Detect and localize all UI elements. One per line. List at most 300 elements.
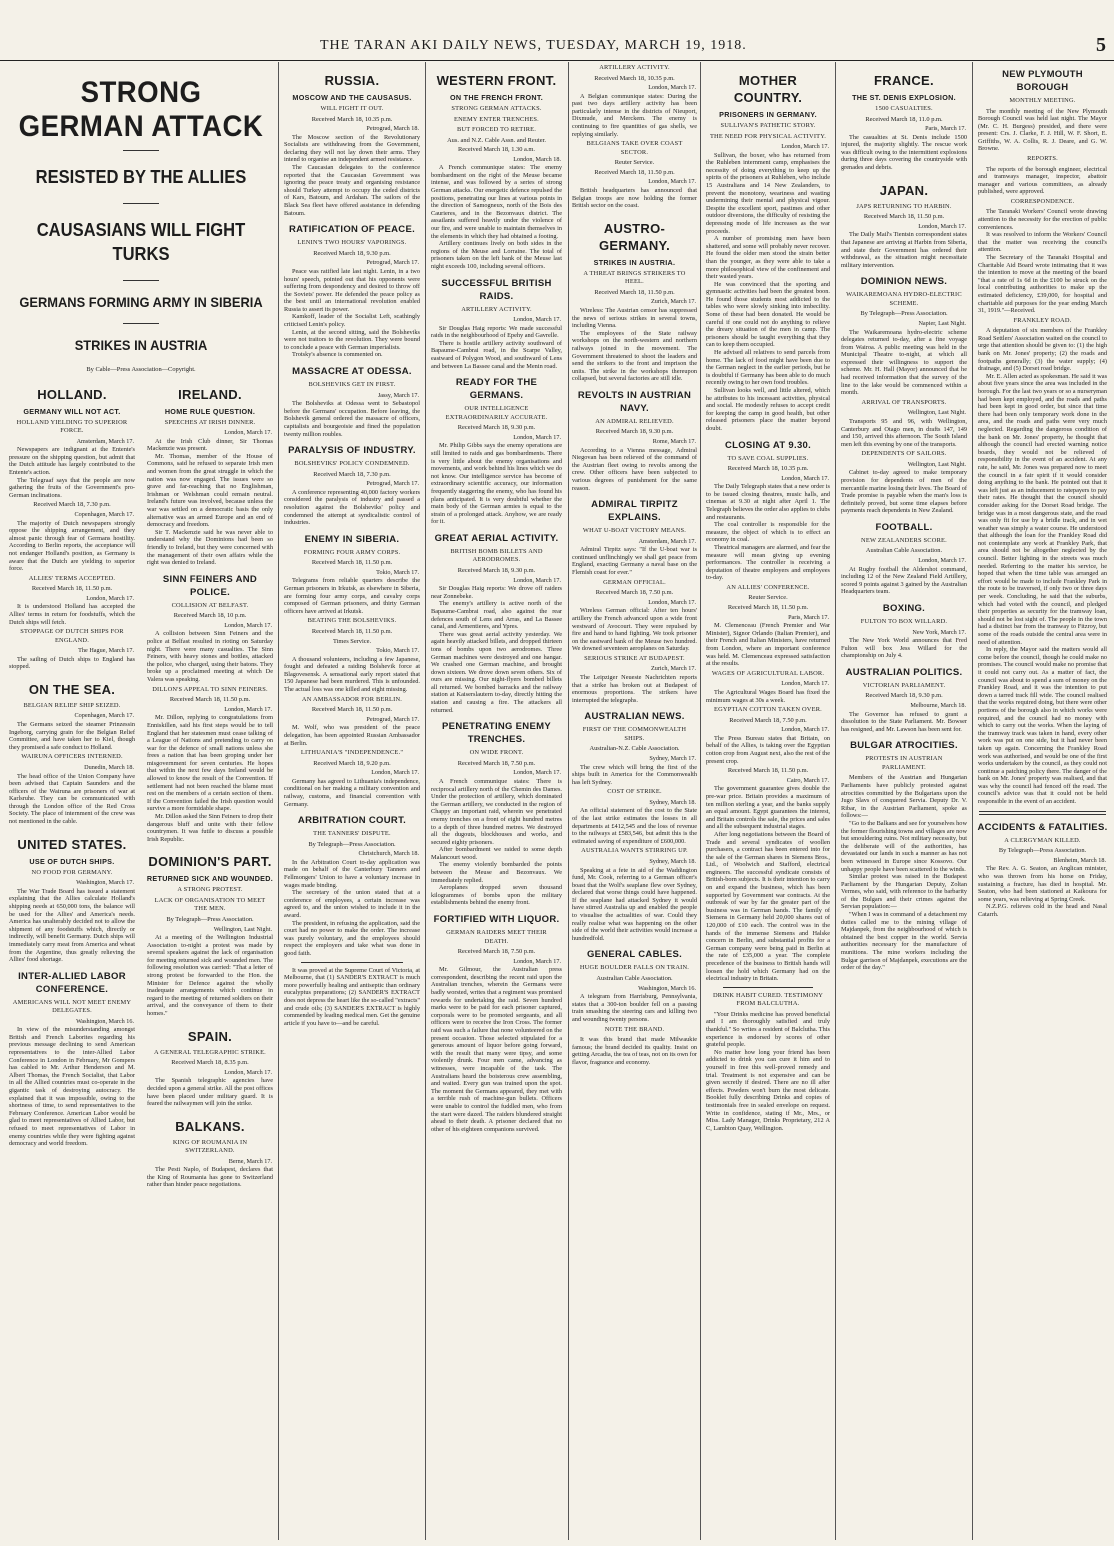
divider [123, 280, 159, 281]
section-heading: AUSTRALIAN POLITICS. [845, 666, 963, 678]
column-rule [972, 62, 973, 1540]
article-text: The reports of the borough engineer, electrical and tramways manager, inspector, abattoir manager and various committees, as already published, were approved. [978, 165, 1107, 196]
byline: By Telegraph—Press Association. [166, 915, 254, 923]
article-text: The Leipziger Neueste Nachrichten reports that a strike has broken out at Budapest of enormous proportions. The strikers have interrupted the telegraphs. [572, 674, 697, 704]
section-heading: FRANCE. [874, 73, 934, 88]
article-text: The sailing of Dutch ships to England has stopped. [9, 655, 135, 671]
dateline: Washington, March 16. [638, 984, 696, 992]
subheading: A CLERGYMAN KILLED. [1004, 836, 1081, 844]
subheading: KING OF ROUMANIA IN SWITZERLAND. [172, 1138, 248, 1155]
divider [723, 987, 813, 988]
article-text: Theatrical managers are alarmed, and fear the measure will mean giving up evening performances. The controller is receiving a deputation of theatre employers and employees to-day. [706, 544, 830, 582]
byline: By Cable—Press Association—Copyright. [86, 366, 196, 373]
received-line: Received March 18, 11.50 p.m. [727, 767, 809, 775]
byline: By Telegraph—Press Association. [860, 310, 948, 318]
article-text: The Germans seized the steamer Prinzessin Ingeborg, carrying grain for the Belgian Relief Committee, and have taken her to Kiel, though they promised a safe conduct to Holland. [9, 721, 135, 751]
section-heading: PENETRATING ENEMY TRENCHES. [442, 721, 551, 746]
subheading: A THREAT BRINGS STRIKERS TO HEEL. [583, 269, 686, 286]
section-heading: WESTERN FRONT. [436, 73, 557, 88]
article-text: In reply, the Mayor said the matters would all come before the council, though he could make no promises. The council would make no promise that it could not carry out. As a matter of fact, the council was about to spend a sum of money on the Frankley Road, and it was the intention to put down a tarred track fill wide. The council realised that the works required doing, but there were other portions of the borough also in which works were required, and the council had no money with which to carry out the works. When the laying of the tramway track was taken in hand, every other work was put on one side, but it had never been taken up again. Concerning the Frankley Road work was authorised, and would be one of the first works undertaken by the council, as they could not continue a patching policy there. The danger of the bank on Mr. Jones' property was realised, and that was why the council had fenced off the road. The council's advice was that it could not be held responsible in the event of an accident. [978, 646, 1107, 806]
column-russia [281, 62, 423, 1540]
article-text: The majority of Dutch newspapers strongly oppose the shipping arrangement, and they almost panic through fear of Germans hostility. According to Berlin reports, the acceptance will not endanger Holland's position, as Germany is aware that the Dutch are yielding to superior force. [9, 519, 135, 573]
subheading: MOSCOW AND THE CAUSASUS. [292, 93, 412, 102]
subheading: BEATING THE BOLSHEVIKS. [307, 617, 397, 625]
received-line: Received March 18, 7.30 p.m. [313, 470, 391, 478]
article-text: Newspapers are indignant at the Entente's pressure on the shipping question, but admit that the Dutch attitude has largely contributed to the Entente's action. [9, 446, 135, 476]
article-text: The War Trade Board has issued a statement explaining that the Allies calculate Holland's shipping needs at 650,000 tons, the balance will be used for the Allies' and America's needs. America has unalterably decided not to allow the shipment of any foodstuffs which, directly or indirectly, will benefit Germany. Dutch ships will immediately carry meat from America and wheat from the Argentine, thus greatly relieving the Allies' food shortage. [9, 887, 135, 964]
article-text: The president, in refusing the application, said the court had no power to make the order. The increase was purely voluntary, and the employees should respect the employers and take what was done in good faith. [284, 919, 420, 957]
section-heading: ON THE SEA. [28, 681, 116, 697]
article-text: At Rugby football the Aldershot command, including 12 of the New Zealand Field Artillery, scored 9 points against 3 gained by the Australian Headquarters team. [841, 565, 967, 596]
received-line: Received March 18, 11.50 p.m. [169, 696, 251, 704]
dateline: Tokio, March 17. [376, 647, 419, 655]
article-text: He was convinced that the sporting and gymnastic activities had been the greatest boon. He found those students most addicted to the tables who were slowly sinking into imbecility. Some of these had been donated. He would be careful if one could not do anything to relieve the dreary situation of the men in camp. The prisoners should be taught everything that they can to keep them occupied. [706, 280, 830, 349]
received-line: Received March 18, 1.30 a.m. [457, 146, 536, 154]
article-text: The Waikaremoana hydro-electric scheme delegates returned to-day, after a fine voyage from Wairoa. A public meeting was held in the Municipal Theatre to-night, at which all expressed their willingness to support the scheme. Mr. H. Hall (Mayor) announced that he had received information that the survey of the line to the lake would be commenced within a month. [841, 328, 967, 397]
dateline: London, March 17. [224, 621, 272, 629]
dateline: Dunedin, March 18. [84, 763, 134, 771]
article-text: The Press Bureau states that Britain, on behalf of the Allies, is taking over the Egyptian cotton crop from August next, also the rest of the present crop. [706, 734, 830, 765]
section-heading: BALKANS. [175, 1118, 245, 1134]
dateline: London, March 17. [781, 474, 829, 482]
received-line: Received March 18, 11.50 p.m. [31, 585, 113, 593]
subheading: LENIN'S TWO HOURS' VAPORINGS. [297, 239, 407, 247]
article-text: Speaking at a fete in aid of the Waddington fund, Mr. Cook, referring to a German officer's boast that the Wolf's seaplane flew over Sydney, declared that worse things could have happened. If the seaplane had attacked Sydney it would have stirred Australia up and enabled the people to visualise the actualities of war. Could they really realise what was happening on the other side of the world their activities would increase a hundredfold. [572, 866, 697, 942]
subheading: GERMAN OFFICIAL. [603, 578, 666, 586]
received-line: Received March 18, 11.50 p.m. [311, 706, 393, 714]
subheading: ALLIES' TERMS ACCEPTED. [28, 574, 116, 582]
dateline: Cairo, March 17. [786, 776, 829, 784]
western-front-left [428, 62, 565, 1133]
service-line: Reuter Service. [748, 594, 788, 602]
article-text: The New York World announces that Fred Fulton will box Jess Willard for the championship on July 4. [841, 637, 967, 660]
dateline: London, March 17. [371, 769, 419, 777]
article-text: The head office of the Union Company have been advised that Captain Saunders and the officers of the Wairuna are prisoners of war at Karlsruhe. They can be communicated with through the London office of the Red Cross Society. The place of internment of the crew was not mentioned in the cable. [9, 772, 135, 826]
subheading: THE NEED FOR PHYSICAL ACTIVITY. [709, 132, 827, 140]
article-text: Mr. Dillon, replying to congratulations from Enniskillen, said his first steps would be to tell England that her statesmen must cease talking of a League of Nations and pretending to carry on war for the defence of small nations unless she frees a nation that has been groping under her misgovernment for seven centuries. He hopes that within the next few days Ireland would be allowed to know the result of the Convention. If settlement had not been reached the blame must rest on the members of a certain section of them. If the Convention failed the Irish question would survive a more formidable shape. [147, 714, 273, 813]
dateline: The Hague, March 17. [78, 647, 134, 655]
main-headline: STRONG GERMAN ATTACK [18, 76, 264, 143]
dateline: Washington, March 17. [76, 879, 134, 887]
dateline: Amsterdam, March 17. [638, 537, 696, 545]
received-line: Received March 18, 11.0 p.m. [865, 115, 943, 123]
subheading: USE OF DUTCH SHIPS. [29, 856, 115, 866]
received-line: Received March 18, 7.50 p.m. [595, 589, 674, 597]
received-line: Received March 18, 7.30 p.m. [33, 501, 111, 509]
dateline: Berne, March 17. [228, 1157, 272, 1165]
section-heading: SINN FEINERS AND POLICE. [162, 573, 258, 598]
subheading: LITHUANIA'S "INDEPENDENCE." [300, 749, 404, 757]
article-text: In the Arbitration Court to-day application was made on behalf of the Canterbury Tanners and Fellmongers' Union to have a voluntary increase in wages made binding. [284, 858, 420, 889]
subheading: HUGE BOULDER FALLS ON TRAIN. [579, 964, 690, 972]
subheading: SULLIVAN'S PATHETIC STORY. [720, 122, 816, 129]
section-heading: BULGAR ATROCITIES. [850, 740, 958, 752]
received-line: Received March 18, 11.50 p.m. [311, 627, 393, 635]
subheading: A GENERAL TELEGRAPHIC STRIKE. [154, 1048, 266, 1056]
section-heading: FORTIFIED WITH LIQUOR. [433, 914, 560, 926]
article-text: The Daily Telegraph states that a new order is to be issued closing theatres, music halls, and cinemas at 9.30 at night after April 1. The Telegraph believes the order also applies to clubs and restaurants. [706, 483, 830, 521]
dateline: London, March 17. [513, 433, 561, 441]
article-text: The Spanish telegraphic agencies have decided upon a general strike. All the post offices have been placed under military guard. It is feared the railwaymen will join the strike. [147, 1077, 273, 1108]
section-heading: ENEMY IN SIBERIA. [304, 533, 400, 545]
dateline: Zurich, March 17. [650, 665, 696, 673]
dateline: Paris, March 17. [925, 125, 966, 133]
dateline: Paris, March 17. [788, 613, 829, 621]
subheading: NEW ZEALANDERS SCORE. [861, 536, 947, 544]
cable-line: Australian Cable Association. [865, 547, 943, 555]
section-heading: SUCCESSFUL BRITISH RAIDS. [441, 277, 552, 302]
service-line: Reuter Service. [614, 159, 655, 167]
deck-headline: RESISTED BY THE ALLIES [35, 167, 247, 187]
article-text: An official statement of the cost to the State of the last strike estimates the losses in all departments at £412,545 and the loss of revenue to the railways at £583,546, but admit this is the estimated saving of expenditure of £600,000. [572, 807, 697, 845]
subheading: VICTORIAN PARLIAMENT. [862, 681, 946, 689]
article-text: "When I was in command of a detachment my duties called me to the mining village of Majdanpek, from the neighbourhood of which is obtained the best copper in the world. Servia authorities necessary for the manufacture of munitions. The mine workers including the Bulgar garrison of Majdanpek, executions are the order of the day." [841, 911, 967, 972]
section-heading: REVOLTS IN AUSTRIAN NAVY. [577, 389, 692, 414]
article-text: Sir Douglas Haig reports: We made successful raids in the neighbourhood of Epehy and Gavrelle. [431, 324, 562, 340]
subheading: DEPENDENTS OF SAILORS. [861, 450, 947, 458]
article-text: A conference representing 40,000 factory workers considered the paralysis of industry and passed a resolution against the Bolsheviks' policy and condemned the attempt at syndicalistic control of industries. [284, 488, 420, 527]
divider [123, 203, 159, 204]
dateline: London, March 17. [513, 316, 561, 324]
article-text: A French communique states: The enemy bombardment on the right of the Meuse became intense, and was followed by a series of strong German attacks. Our energetic defence repulsed the positions, penetrating our lines at various points in the direction of Samogneux, north of the Bois des Caurieres, and in the Bezonvaux district. The assailants suffered heavily under the violence of our fire, and were unable to maintain themselves in the elements in which they had obtained a footing. [431, 164, 562, 240]
subheading: NO FOOD FOR GERMANY. [31, 868, 113, 876]
article-text: According to a Vienna message, Admiral Niegovan has been relieved of the command of the Austrian fleet owing to revolts among the crew. Other officers have been subjected to various degrees of punishment for the same reason. [572, 446, 697, 492]
dateline: London, March 17. [648, 598, 696, 606]
dateline: London, March 17. [648, 84, 696, 92]
received-line: Received March 18, 9.20 p.m. [313, 759, 391, 767]
subheading: WAIKAREMOANA HYDRO-ELECTRIC SCHEME. [846, 291, 962, 307]
received-line: Received March 18, 7.50 p.m. [457, 759, 536, 767]
column-1 [6, 62, 276, 1540]
deck-headline: STRIKES IN AUSTRIA [74, 337, 208, 353]
received-line: Received March 18, 9.30 p.m. [313, 249, 391, 257]
article-text: There is hostile artillery activity southward of Bapaume-Cambrai road, in the Scarpe Valley, eastward of Polygon Wood, and southward of Lens and between La Bassee canal and the Menin road. [431, 339, 562, 370]
article-text: Transports 95 and 96, with Wellington, Canterbury and Otago men, in drafts 147, 149 and 150, arrived this afternoon. The South Island men left this evening by one of the transports. [841, 417, 967, 448]
section-heading: GENERAL CABLES. [586, 949, 683, 961]
subheading: AN AMBASSADOR FOR BERLIN. [301, 695, 403, 703]
article-text: The coal controller is responsible for the measure, the object of which is to effect an economy in coal. [706, 521, 830, 544]
article-text: Similar protest was raised in the Budapest Parliament by the Hungarian Deputy, Zoltan Vermes, who said, with reference to the barbarity of the Bulgars and their crimes against the Servian population:— [841, 873, 967, 911]
subheading: ENEMY ENTER TRENCHES. [454, 115, 539, 123]
subheading: THE ST. DENIS EXPLOSION. [852, 93, 956, 102]
holland-section [6, 376, 138, 1189]
section-heading: UNITED STATES. [17, 836, 127, 852]
advertisement-heading: DRINK HABIT CURED. TESTIMONY FROM BALCLUTHA. [712, 991, 824, 1008]
subheading: FORMING FOUR ARMY CORPS. [303, 548, 401, 556]
received-line: Received March 18, 11.50 p.m. [594, 288, 675, 296]
section-heading: DOMINION NEWS. [860, 276, 948, 288]
subheading: JAPS RETURNING TO HARBIN. [856, 202, 952, 210]
subheading: A STRONG PROTEST. [177, 886, 243, 894]
article-text: The Moscow section of the Revolutionary Socialists are withdrawing from the Government, declaring they will not lay down their arms. They intend to organise an independent armed resistance. [284, 133, 420, 164]
byline: By Telegraph—Press Association. [998, 847, 1087, 855]
subheading: BRITISH BOMB BILLETS AND AERODROMES. [450, 547, 543, 564]
section-heading: ADMIRAL TIRPITZ EXPLAINS. [591, 499, 678, 524]
masthead [0, 34, 1114, 61]
article-text: "Go to the Balkans and see for yourselves how the former flourishing towns and villages are now but smouldering ruins. Not military necessity, but the deliberate will of the authorities, has devastated our lands in such a manner as has not been witnessed in Europe since Kossovo. Our unhappy people have been scattered to the winds. [841, 819, 967, 873]
article-text: The enemy violently bombarded the points between the Meuse and Bezonvaux. We immediately replied. [431, 861, 562, 884]
article-text: Sullivan looks well, and little altered, which he attributes to his incessant activities, physical and social. He modestly refuses to accept credit for keeping the camp in good health, but other released prisoners place the matter beyond doubt. [706, 387, 830, 432]
subheading: 1500 CASUALTIES. [875, 105, 933, 112]
article-text: A number of promising men have been shattered, and some will probably never recover. He found the older men stood the strain better than the younger, as they were able to take a more philosophical view of the confinement and their wasted years. [706, 235, 830, 281]
subheading: PRISONERS IN GERMANY. [719, 110, 817, 119]
section-heading: MASSACRE AT ODESSA. [292, 366, 412, 378]
article-text: The Taranaki Workers' Council wrote drawing attention to the necessity for the erection of public conveniences. [978, 208, 1107, 231]
subheading: AUSTRALIA WANTS STIRRING UP. [581, 847, 688, 855]
dateline: Petrograd, March 17. [366, 715, 419, 723]
dateline: Christchurch, March 18. [358, 850, 419, 858]
article-text: The crew which will bring the first of the ships built in America for the Commonwealth has left Sydney. [572, 763, 697, 786]
section-heading: INTER-ALLIED LABOR CONFERENCE. [18, 970, 126, 995]
received-line: Received March 18, 9.30 p.m. [457, 566, 536, 574]
subheading: EGYPTIAN COTTON TAKEN OVER. [714, 706, 822, 714]
subheading: TO SAVE COAL SUPPLIES. [727, 454, 809, 462]
dateline: Zurich, March 17. [650, 298, 696, 306]
dateline: Wellington, Last Night. [213, 925, 272, 933]
subheading: COST OF STRIKE. [607, 788, 662, 796]
dateline: London, March 17. [224, 1068, 272, 1076]
article-text: The casualties at St. Denis include 1500 injured, the majority slightly. The rescue work was difficult owing to the intermittent explosions during three days covering the countryside with grenades and debris. [841, 133, 967, 172]
article-text: British headquarters has announced that Belgian troops are now holding the former British sector on the coast. [572, 187, 697, 210]
article-text: Admiral Tirpitz says: "If the U-boat war is continued unflinchingly we shall get peace from England, exacting Germany a naval base on the Flemish coast for ever." [572, 546, 697, 577]
section-heading: SPAIN. [187, 1028, 233, 1044]
dateline: Petrograd, March 17. [366, 259, 419, 267]
article-text: Sir T. Mackenzie said he was never able to understand why the Dominions had been so friendly to Ireland, but they were concerned with the management of their own affairs while the right was denied to Ireland. [147, 528, 273, 567]
subheading: FULTON TO BOX WILLARD. [860, 618, 948, 626]
subheading: FIRST OF THE COMMONWEALTH SHIPS. [582, 726, 687, 742]
article-text: In view of the misunderstanding amongst British and French Laborites regarding his previous message declining to send American representatives to the inter-Allied Labor Conference in London in February, Mr Gompers has cabled to Mr. Arthur Henderson and M. Albert Thomas, the French Socialist, that Labor in all the Allied countries must co-operate in the gigantic task of destroying autocracy. He explained that it was impossible, owing to the shortness of time, to send representatives to the February Conference. American Labor would be glad to meet representatives of Allied Labor, but refused to meet representatives of Labor in enemy countries while they were fighting against democracy and world freedom. [9, 1026, 135, 1148]
article-text: A French communique states: There is reciprocal artillery north of the Chemin des Dames. Under the protection of artillery, which dominated the German artillery, we conducted in the region of Chappy an important raid, wherein we penetrated enemy trenches on a front of eight hundred metres to a depth of three hundred metres. We destroyed all the dugouts, blockhouses and works, and secured eighty prisoners. [431, 777, 562, 846]
article-text: The government guarantee gives double the pre-war price. Britain provides a maximum of ten million sterling a year, and the banks supply an equal amount. Egypt guarantees the interest, and Britain controls the sale, the prices and sales and all the subsequent industrial stages. [706, 785, 830, 831]
subheading: WHAT U-BOAT VICTORY MEANS. [582, 527, 687, 535]
dateline: Tokio, March 17. [376, 568, 419, 576]
article-text: The Pesti Naplo, of Budapest, declares that the King of Roumania has gone to Switzerland rather than hinder peace negotiations. [147, 1166, 273, 1189]
divider [123, 323, 159, 324]
article-text: Germany has agreed to Lithuania's independence, conditional on her making a military convention and railway, customs, and financial convention with Germany. [284, 777, 420, 808]
received-line: Received March 18, 11.50 p.m. [311, 559, 393, 567]
article-text: After bombardment we raided to some depth Malancourt wood. [431, 846, 562, 861]
article-text: At a meeting of the Wellington Industrial Association to-night a protest was made by several speakers against the lack of organisation for meeting returned sick and wounded men. The following resolution was carried: "That a letter of strong protest be forwarded to the Hon. the Minister for Defence against the wholly inadequate arrangements which continue in regard to the meeting of returned soldiers on their arrival, and the conveyance of them to their homes." [147, 934, 273, 1018]
article-text: The Governor has refused to grant a dissolution to the State Parliament. Mr. Bowser has resigned, and Mr. Lawson has been sent for. [841, 710, 967, 733]
subheading: ARTILLERY ACTIVITY. [461, 305, 532, 313]
section-heading: CLOSING AT 9.30. [724, 439, 812, 451]
subheading: ON WIDE FRONT. [469, 749, 524, 757]
article-text: The Caucasian delegates to the conference reported that the Caucasian Government was ignoring the peace treaty and organising resistance should Turkey attempt to occupy the ceded districts of Kars, Batoum, and Ardahan. The sailors of the Black Sea fleet have offered assistance in defending Batoum. [284, 164, 420, 217]
column-western-front [428, 62, 700, 1540]
dateline: Napier, Last Night. [918, 319, 966, 327]
article-text: Lenin, at the second sitting, said the Bolsheviks were not traitors to the revolution. They were bound to conclude a peace with German imperialists. [284, 328, 420, 351]
section-heading: FOOTBALL. [875, 521, 933, 533]
article-text: Aeroplanes dropped seven thousand kilogrammes of bombs upon the military establishments behind the enemy front. [431, 884, 562, 907]
advertisement-text: "Your Drinks medicine has proved beneficial and I am thoroughly satisfied and truly thankful." So writes a resident of Balclutha. This experience is endorsed by scores of other grateful people. [706, 1010, 830, 1049]
subheading: BELGIANS TAKE OVER COAST SECTOR. [586, 140, 683, 156]
cable-line: Australian Cable Association. [596, 974, 673, 982]
deck-headline: CAUSASIANS WILL FIGHT TURKS [36, 220, 246, 264]
article-text: Wireless German official: After ten hours' artillery the French advanced upon a wide front westward of Avocourt. They were repulsed by fire and hand to hand fighting. We took prisoner on the eastward bank of the Meuse two hundred. We downed seventeen aeroplanes on Saturday. [572, 607, 697, 653]
article-text: Mr. Dillon asked the Sinn Feiners to drop their dangerous bluff and unite with their fellow countrymen. It was futile to discuss a possible Irish Republic. [147, 813, 273, 843]
received-line: Received March 18, 10.35 p.m. [727, 465, 809, 473]
article-text: It was resolved to inform the Workers' Council that the matter was receiving the council's attention. [978, 231, 1107, 254]
column-rule [700, 62, 701, 1540]
subheading: BUT FORCED TO RETIRE. [456, 126, 537, 133]
dateline: New York, March 17. [912, 628, 966, 636]
article-text: Telegrams from reliable quarters describe the German prisoners in Irkutsk, as elsewhere in Siberia, are forming four army corps, and cavalry corps composed of German prisoners, and thirty German officers have arrived at Irkutsk. [284, 577, 420, 615]
advertisement-text: It was proved at the Supreme Court of Victoria, at Melbourne, that (1) SANDER'S EXTRACT is much more powerfully healing and antiseptic than ordinary eucalyptus preparations; (2) SANDER'S EXTRACT does not depress the heart like the so-called "extracts" and crude oils; (3) SANDER'S EXTRACT is highly commended by leading medical men. Get the genuine article if you have to—and be careful. [284, 966, 420, 1027]
dateline: Jassy, March 17. [377, 391, 419, 399]
column-rule [835, 62, 836, 1540]
page-number: 5 [1096, 34, 1106, 56]
article-text: A collision between Sinn Feiners and the police at Belfast resulted in rioting on Saturday night. There were many casualties. The Sinn Feiners, with heavy stones and bottles, attacked the police, who charged, using their batons. They broke up a proclaimed meeting at which De Valera was speaking. [147, 630, 273, 684]
article-text: Trotsky's absence is commented on. [292, 351, 383, 359]
subheading: STOPPAGE OF DUTCH SHIPS FOR ENGLAND. [20, 628, 124, 644]
subheading: FRANKLEY ROAD. [1013, 316, 1072, 324]
received-line: Received March 18, 11.50 p.m. [727, 604, 809, 612]
subheading: ARRIVAL OF TRANSPORTS. [861, 398, 947, 406]
dateline: London, March 17. [781, 680, 829, 688]
ireland-section [144, 376, 276, 1189]
article-text: There was great aerial activity yesterday. We again heavily attacked billets, and dropped thirteen tons of bombs upon two aerodromes. Three German machines were destroyed and one hangar. We crashed one German machine, and brought down sixteen. We drove down seven others. Six of ours are missing. Our night-flyers bombed billets all returned. We bombed barracks and the railway station at Kaiserslautern to-day, directly hitting the station and causing a fire. The attackers all returned. [431, 630, 562, 714]
article-text: The monthly meeting of the New Plymouth Borough Council was held last night. The Mayor (Mr. C. H. Burgess) presided, and there were present: Crs. J. Clarke, F. J. Hill, W. F. Short, E. Griffiths, W. A. Collis, R. J. Deare, and G. W. Browne. [978, 107, 1107, 153]
article-text: M. Wolf, who was president of the peace delegation, has been appointed Russian Ambassador at Berlin. [284, 724, 420, 747]
section-heading: READY FOR THE GERMANS. [455, 377, 538, 402]
received-line: Received March 18, 9.30 p.m. [865, 692, 943, 700]
section-heading: IRELAND. [178, 386, 242, 402]
subheading: ON THE FRENCH FRONT. [449, 93, 544, 102]
dateline: London, March 17. [918, 557, 966, 565]
subheading: GERMANY WILL NOT ACT. [23, 406, 121, 416]
article-text: The enemy's artillery is active north of the Bapaume-Cambrai road, also against the rear defences south of Lens and Arras, and La Bassee canal, and Armentieres, and Ypres. [431, 600, 562, 631]
subheading: RETURNED SICK AND WOUNDED. [146, 874, 274, 884]
article-text: Kamkoff, leader of the Socialist Left, scathingly criticised Lenin's policy. [284, 313, 420, 329]
article-text: Sullivan, the boxer, who has returned from the Ruhleben internment camp, emphasises the necessity of doing everything to keep up the spirits of the prisoners at Ruhleben, who include 15 Australians and 14 New Zealanders, to prevent the monotony, weariness and wasting undermining their mental and physical vigour. Despite the excellent sport, pastimes and other outdoor diversions, the difficulty of resisting the depressing mode of life increases as the war proceeds. [706, 151, 830, 235]
subheading: SPEECHES AT IRISH DINNER. [164, 418, 256, 426]
subheading: BELGIAN RELIEF SHIP SEIZED. [23, 701, 121, 709]
dateline: London, March 17. [224, 429, 272, 437]
received-line: Received March 18, 9.30 p.m. [595, 428, 674, 436]
subheading: CORRESPONDENCE. [1010, 197, 1075, 205]
subheading: STRIKES IN AUSTRIA. [593, 257, 676, 267]
cable-line: Australian-N.Z. Cable Association. [589, 745, 680, 753]
article-text: The Telegraaf says that the people are now gathering the fruits of the Government's pro-German inclinations. [9, 476, 135, 499]
service-line: Times Service. [332, 637, 372, 645]
received-line: Received March 18, 10 p.m. [173, 612, 247, 620]
subheading: ARTILLERY ACTIVITY. [599, 64, 670, 71]
subheading: COLLISION AT BELFAST. [171, 601, 249, 609]
received-line: Received March 18, 8.35 p.m. [171, 1059, 249, 1067]
article-text: The Bolsheviks at Odessa went to Sebastopol before the Germans' occupation. Before leaving, the Bolshevik general ordered the massacre of officers, capitalists and bourgeoisie and fined the population twenty million roubles. [284, 400, 420, 438]
dateline: London, March 17. [781, 726, 829, 734]
subheading: HOME RULE QUESTION. [164, 406, 256, 416]
subheading: REPORTS. [1027, 155, 1058, 163]
article-text: Mr. E. Allen acted as spokesman. He said it was about five years since the area was included in the borough. For the last two years or so a nurseryman had been kept employed, and the roads and paths had been kept in good order, but since that time there had been only temporary work done in the area, and the roads and paths were very much neglected. Regarding the dangerous condition of the bank on Mr. Jones' property, he thought that although the council had erected warning notice boards, they would not be relieved of responsibility in the event of an accident. At any rate, he said, Mr. Jones was prepared now to meet the council in a fair spirit if it would consider doing anything to the bank. He pointed out that it was left just as an inducement to ratepayers to pay their rates. He thought that the council should consider asking for the Dorset Road bridge. The bridge was in a most dangerous state, and the road was only fit for use by a bridle track, and in wet weather was simply a water course. He understood that although the loan for the Frankley Road did not contemplate any work at Frankley Park, that area should not be altogether neglected by the council. Better lighting in the streets was much needed. Referring to the matter his service, he hoped that when the time table was arranged an effort would be made to include Frankley Park in the route to be traversed, if only two or three days per week. Concluding, he said that the suburbs, which had voted with the council, and pledged their properties as security for the tramway loan, should not be lost sight of. The people in the town had a distinct bar from the tramway to Fitzroy, but some of the roads outside the central area were in need of attention. [978, 372, 1108, 646]
section-heading: NEW PLYMOUTH BOROUGH [1002, 69, 1083, 93]
dateline: Wellington, Last Night. [907, 460, 966, 468]
dateline: London, March 17. [513, 769, 561, 777]
subheading: AN ADMIRAL RELIEVED. [595, 417, 674, 425]
article-text: The Agricultural Wages Board has fixed the minimum wages at 30s a week. [706, 688, 830, 704]
dateline: Copenhagen, March 17. [74, 510, 134, 518]
section-heading: ACCIDENTS & FATALITIES. [977, 821, 1108, 833]
article-text: Members of the Austrian and Hungarian Parliaments have publicly protested against atrocities committed by the Bulgarians upon the Jugo Slavs of conquered Servia. Deputy Dr. V. Ribar, in the Austrian Parliament, spoke as follows:— [841, 774, 967, 820]
subheading: STRONG GERMAN ATTACKS. [451, 105, 542, 112]
column-mother-country [703, 62, 833, 1540]
subheading: AMERICANS WILL NOT MEET ENEMY DELEGATES. [12, 998, 132, 1015]
dateline: London, March 17. [86, 594, 134, 602]
article-text: The Rev. A. G. Seaton, an Anglican minister, who was thrown from his horse on Friday, sustaining a fracture, has died in hospital. Mr. Seaton, who had been stationed at Kaikoura for some years, was relieving at Spring Creek. [978, 865, 1107, 903]
dateline: London, March 18. [513, 155, 561, 163]
masthead-title: THE TARAN AKI DAILY NEWS, TUESDAY, MARCH 19, 1918. [320, 38, 747, 53]
dateline: Washington, March 16. [76, 1017, 134, 1025]
section-heading: DOMINION'S PART. [148, 854, 272, 870]
article-text: Artillery continues lively on both sides in the regions of the Meuse and Lorraine. The total of prisoners taken on the left bank of the Meuse last night exceeds 100, including several officers. [431, 240, 562, 270]
divider [123, 150, 159, 151]
dateline: London, March 17. [648, 178, 696, 186]
article-text: A Belgian communique states: During the past two days artillery activity has been particularly intense in the districts of Nieuport, Dixmude, and Merckem. The enemy is continuing to fire quantities of gas shells, we replying similarly. [572, 92, 697, 138]
dateline: Petrograd, March 17. [366, 480, 419, 488]
dateline: Rome, March 17. [652, 438, 696, 446]
subheading: LACK OF ORGANISATION TO MEET THE MEN. [154, 896, 266, 913]
deck-headline: GERMANS FORMING ARMY IN SIBERIA [19, 294, 263, 310]
received-line: Received March 18, 11.50 p.m. [594, 168, 675, 176]
divider [979, 811, 1106, 815]
column-borough [975, 62, 1110, 1540]
advertisement-text: It was this brand that made Milwaukie famous; the brand decided its quality. Insist on getting Arcadia, the tea of teas, not on its own for flavor, fragrance and economy. [572, 1036, 697, 1066]
article-text: It is understood Holland has accepted the Allies' terms in return for foodstuffs, which the Dutch ships will fetch. [9, 603, 135, 626]
divider [301, 962, 403, 963]
western-front-right [569, 62, 700, 1133]
article-text: Peace was ratified late last night. Lenin, in a two hours' speech, pointed out that his opponents were suffering from despondency and desired to throw off the Soviets' power. He defended the peace policy as the best until an international revolution enabled Russia to assert its power. [284, 267, 420, 313]
advertisement-text: No matter how long your friend has been addicted to drink you can cure it him and to yourself in free this well-proved remedy and trial. Treatment is not expensive and can be given secretly if desired. There are no ill after effects. Powders won't burn the most delicate. Booklet fully describing Drinks and copies of testimonials free in sealed envelope on request. Write in confidence, stating if Mr., Mrs., or Miss. Lady Manager, Drinks Proprietary, 212 A C, Lambton Quay, Wellington. [706, 1048, 830, 1132]
subheading: THE TANNERS' DISPUTE. [313, 830, 391, 838]
dateline: Copenhagen, March 17. [74, 712, 134, 720]
article-text: M. Clemenceau (French Premier and War Minister), Signor Orlando (Italian Premier), and their French and Italian Ministers, have returned from London, where an important conference was held. M. Clemenceau expressed satisfaction at the results. [706, 622, 830, 668]
subheading: SERIOUS STRIKE AT BUDAPEST. [584, 654, 685, 662]
dateline: Sydney, March 18. [649, 857, 696, 865]
subheading: PROTESTS IN AUSTRIAN PARLIAMENT. [865, 755, 943, 771]
article-text: Wireless: The Austrian censor has suppressed the news of serious strikes in several towns, including Vienna. [572, 307, 697, 330]
article-text: At the Irish Club dinner, Sir Thomas Mackenzie was present. [147, 437, 273, 453]
article-text: Cabinet to-day agreed to make temporary provision for dependents of men of the mercantile marine losing their lives. The Board of Trade promise is payable when the man's loss is definitely proved, but some time elapses before payments reach dependents in New Zealand. [841, 469, 967, 515]
article-text: Sir Douglas Haig reports: We drove off raiders near Zonnebeke. [431, 585, 562, 600]
dateline: Sydney, March 18. [649, 798, 696, 806]
received-line: Received March 18, 9.30 p.m. [457, 424, 536, 432]
section-heading: BOXING. [882, 603, 926, 615]
section-heading: RUSSIA. [324, 73, 380, 88]
section-heading: JAPAN. [879, 182, 929, 198]
dateline: Sydney, March 17. [649, 754, 696, 762]
article-text: The employees of the State railway workshops on the north-western and northern railways joined in the movement. The Government threatened to shoot the leaders and send the strikers to the front and imprison the units. The strike in the workshops thereupon collapsed, but several factories are still idle. [572, 329, 697, 383]
column-rule [425, 62, 426, 1540]
received-line: Received March 18, 10.35 p.m. [311, 115, 393, 123]
subheading: NOTE THE BRAND. [604, 1025, 665, 1033]
article-text: Mr. Gilmour, the Australian press correspondent, describing the recent raid upon the Australian trenches, wherein the Germans were badly worsted, writes that a regiment was promised rewards for undertaking the raid. Seven hundred marks were to be paid for each prisoner captured, corporals were to be promoted sergeants, and all officers were to receive the Iron Cross. The former raid was such a failure that none volunteered on the present occasion. Those selected stipulated for a generous amount of liquor before going forward, with the result that many were tipsy, and some violently drunk. Four men came, advancing as witnesses, were incapable of the task. The Australians heard the boisterous crew assembling, and waited. Every gun was trained upon the spot. The moment the Germans appeared, they met with a terrible rush of machine-gun bullets. Officers were unable to control the fuddled men, who from the start were dazed. The raiders blundered straight ahead to their death. A prisoner declared that no other of his eighteen companions survived. [431, 966, 562, 1133]
dateline: London, March 17. [781, 143, 829, 150]
cable-line: Aus. and N.Z. Cable Assn. and Reuter. [447, 136, 546, 144]
dateline: Wellington, Last Night. [907, 409, 966, 417]
subheading: BOLSHEVIKS GET IN FIRST. [308, 381, 396, 389]
section-heading: MOTHER COUNTRY. [733, 73, 803, 105]
received-line: Received March 18, 10.35 p.m. [594, 74, 675, 82]
subheading: GERMAN RAIDERS MEET THEIR DEATH. [446, 929, 547, 945]
dateline: Melbourne, March 18. [910, 702, 966, 709]
byline: By Telegraph—Press Association. [308, 840, 396, 848]
subheading: WAIRUNA OFFICERS INTERNED. [21, 753, 123, 761]
subheading: MONTHLY MEETING. [1009, 97, 1076, 104]
article-text: A deputation of six members of the Frankley Road Settlers' Association waited on the council to urge that attention should be given to: (1) the high bank on Mr. Jones' property; (2) the roads and footpaths generally; (3) the water supply; (4) drainage, and (5) Dorset road bridge. [978, 327, 1107, 373]
article-text: The Daily Mail's Tientsin correspondent states that Japanese are arriving at Harbin from Siberia, and state their Government has ordered their withdrawal, as the situation might necessitate military intervention. [841, 231, 967, 269]
subheading: WILL FIGHT IT OUT. [320, 105, 384, 112]
received-line: Received March 18, 11.50 p.m. [863, 213, 945, 221]
